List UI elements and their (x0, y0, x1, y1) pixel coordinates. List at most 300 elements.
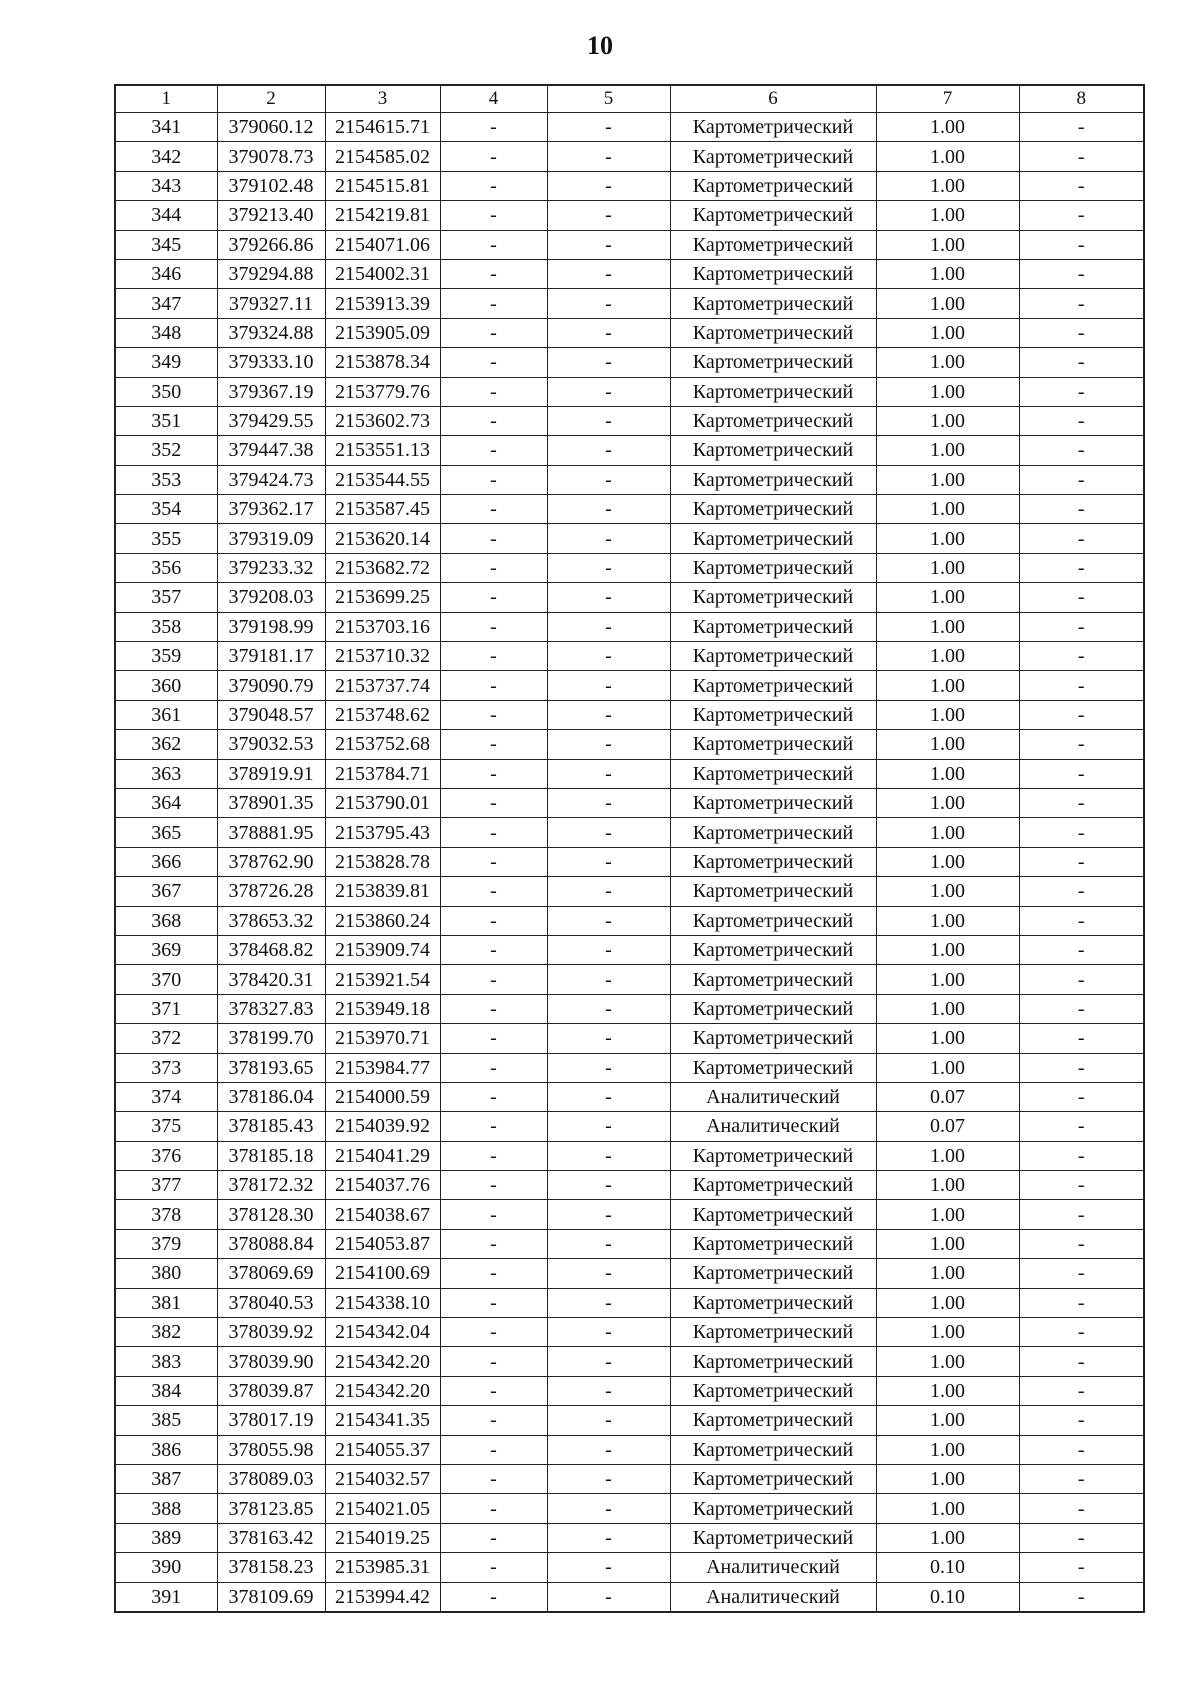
method-cell: Картометрический (670, 289, 876, 318)
column-8-cell: - (1019, 553, 1144, 582)
y-coordinate-cell: 2154342.20 (325, 1347, 440, 1376)
column-4-cell: - (440, 259, 547, 288)
column-4-cell: - (440, 465, 547, 494)
accuracy-cell: 1.00 (876, 377, 1019, 406)
table-row (115, 1582, 1144, 1612)
x-coordinate-cell: 379078.73 (217, 142, 325, 171)
method-cell: Картометрический (670, 700, 876, 729)
x-coordinate-cell: 378109.69 (217, 1582, 325, 1612)
x-coordinate-cell: 378088.84 (217, 1229, 325, 1258)
column-4-cell: - (440, 1494, 547, 1523)
table-row (115, 553, 1144, 582)
x-coordinate-cell: 379181.17 (217, 642, 325, 671)
x-coordinate-cell: 379233.32 (217, 553, 325, 582)
method-cell: Картометрический (670, 524, 876, 553)
method-cell: Картометрический (670, 1318, 876, 1347)
point-number-cell: 382 (115, 1318, 217, 1347)
method-cell: Картометрический (670, 877, 876, 906)
table-row (115, 1523, 1144, 1552)
column-5-cell: - (547, 1494, 670, 1523)
x-coordinate-cell: 379447.38 (217, 436, 325, 465)
column-8-cell: - (1019, 1464, 1144, 1493)
point-number-cell: 375 (115, 1112, 217, 1141)
column-header-7: 7 (876, 85, 1019, 113)
column-8-cell: - (1019, 1229, 1144, 1258)
column-4-cell: - (440, 1171, 547, 1200)
column-4-cell: - (440, 877, 547, 906)
point-number-cell: 362 (115, 730, 217, 759)
x-coordinate-cell: 378901.35 (217, 788, 325, 817)
point-number-cell: 368 (115, 906, 217, 935)
column-8-cell: - (1019, 1435, 1144, 1464)
column-5-cell: - (547, 1582, 670, 1612)
accuracy-cell: 1.00 (876, 965, 1019, 994)
method-cell: Картометрический (670, 1200, 876, 1229)
column-5-cell: - (547, 1318, 670, 1347)
y-coordinate-cell: 2154002.31 (325, 259, 440, 288)
accuracy-cell: 1.00 (876, 818, 1019, 847)
table-row (115, 1288, 1144, 1317)
y-coordinate-cell: 2153860.24 (325, 906, 440, 935)
y-coordinate-cell: 2154219.81 (325, 201, 440, 230)
y-coordinate-cell: 2153839.81 (325, 877, 440, 906)
column-4-cell: - (440, 1229, 547, 1258)
column-5-cell: - (547, 877, 670, 906)
method-cell: Картометрический (670, 1523, 876, 1552)
x-coordinate-cell: 378039.90 (217, 1347, 325, 1376)
y-coordinate-cell: 2153748.62 (325, 700, 440, 729)
method-cell: Картометрический (670, 1171, 876, 1200)
column-4-cell: - (440, 1259, 547, 1288)
table-row (115, 700, 1144, 729)
column-4-cell: - (440, 113, 547, 142)
accuracy-cell: 1.00 (876, 877, 1019, 906)
accuracy-cell: 1.00 (876, 1200, 1019, 1229)
x-coordinate-cell: 378199.70 (217, 1024, 325, 1053)
column-header-6: 6 (670, 85, 876, 113)
column-4-cell: - (440, 1141, 547, 1170)
point-number-cell: 355 (115, 524, 217, 553)
accuracy-cell: 1.00 (876, 906, 1019, 935)
accuracy-cell: 1.00 (876, 1464, 1019, 1493)
column-8-cell: - (1019, 142, 1144, 171)
table-row (115, 1200, 1144, 1229)
point-number-cell: 357 (115, 583, 217, 612)
y-coordinate-cell: 2154515.81 (325, 171, 440, 200)
point-number-cell: 361 (115, 700, 217, 729)
point-number-cell: 350 (115, 377, 217, 406)
page-number: 10 (587, 31, 613, 60)
column-4-cell: - (440, 377, 547, 406)
accuracy-cell: 1.00 (876, 1171, 1019, 1200)
column-5-cell: - (547, 1141, 670, 1170)
y-coordinate-cell: 2153703.16 (325, 612, 440, 641)
point-number-cell: 388 (115, 1494, 217, 1523)
method-cell: Картометрический (670, 1435, 876, 1464)
column-5-cell: - (547, 994, 670, 1023)
y-coordinate-cell: 2153795.43 (325, 818, 440, 847)
column-5-cell: - (547, 436, 670, 465)
column-5-cell: - (547, 671, 670, 700)
accuracy-cell: 1.00 (876, 436, 1019, 465)
column-5-cell: - (547, 113, 670, 142)
column-4-cell: - (440, 1112, 547, 1141)
x-coordinate-cell: 378055.98 (217, 1435, 325, 1464)
table-row (115, 1024, 1144, 1053)
x-coordinate-cell: 378039.92 (217, 1318, 325, 1347)
column-5-cell: - (547, 583, 670, 612)
column-4-cell: - (440, 1082, 547, 1111)
accuracy-cell: 1.00 (876, 1024, 1019, 1053)
column-4-cell: - (440, 348, 547, 377)
method-cell: Картометрический (670, 436, 876, 465)
table-row (115, 759, 1144, 788)
accuracy-cell: 1.00 (876, 788, 1019, 817)
column-5-cell: - (547, 1053, 670, 1082)
table-row (115, 818, 1144, 847)
accuracy-cell: 1.00 (876, 201, 1019, 230)
column-8-cell: - (1019, 1288, 1144, 1317)
x-coordinate-cell: 378327.83 (217, 994, 325, 1023)
point-number-cell: 352 (115, 436, 217, 465)
method-cell: Картометрический (670, 1024, 876, 1053)
column-8-cell: - (1019, 1200, 1144, 1229)
column-8-cell: - (1019, 1053, 1144, 1082)
y-coordinate-cell: 2154342.04 (325, 1318, 440, 1347)
column-5-cell: - (547, 818, 670, 847)
table-row (115, 1494, 1144, 1523)
point-number-cell: 366 (115, 847, 217, 876)
column-5-cell: - (547, 1347, 670, 1376)
method-cell: Картометрический (670, 671, 876, 700)
x-coordinate-cell: 378762.90 (217, 847, 325, 876)
method-cell: Картометрический (670, 1406, 876, 1435)
column-8-cell: - (1019, 377, 1144, 406)
coordinates-table (114, 84, 1145, 1613)
accuracy-cell: 1.00 (876, 1406, 1019, 1435)
y-coordinate-cell: 2154100.69 (325, 1259, 440, 1288)
point-number-cell: 384 (115, 1376, 217, 1405)
y-coordinate-cell: 2153620.14 (325, 524, 440, 553)
column-4-cell: - (440, 788, 547, 817)
y-coordinate-cell: 2153587.45 (325, 495, 440, 524)
accuracy-cell: 1.00 (876, 113, 1019, 142)
column-4-cell: - (440, 524, 547, 553)
point-number-cell: 343 (115, 171, 217, 200)
x-coordinate-cell: 378017.19 (217, 1406, 325, 1435)
table-row (115, 230, 1144, 259)
column-8-cell: - (1019, 348, 1144, 377)
column-4-cell: - (440, 730, 547, 759)
column-5-cell: - (547, 700, 670, 729)
column-8-cell: - (1019, 583, 1144, 612)
point-number-cell: 342 (115, 142, 217, 171)
y-coordinate-cell: 2153790.01 (325, 788, 440, 817)
accuracy-cell: 1.00 (876, 847, 1019, 876)
y-coordinate-cell: 2153905.09 (325, 318, 440, 347)
y-coordinate-cell: 2153970.71 (325, 1024, 440, 1053)
method-cell: Картометрический (670, 230, 876, 259)
y-coordinate-cell: 2154041.29 (325, 1141, 440, 1170)
column-8-cell: - (1019, 171, 1144, 200)
method-cell: Картометрический (670, 730, 876, 759)
method-cell: Картометрический (670, 1141, 876, 1170)
point-number-cell: 378 (115, 1200, 217, 1229)
table-row (115, 965, 1144, 994)
table-row (115, 524, 1144, 553)
accuracy-cell: 0.07 (876, 1112, 1019, 1141)
column-8-cell: - (1019, 759, 1144, 788)
point-number-cell: 351 (115, 406, 217, 435)
column-4-cell: - (440, 1200, 547, 1229)
column-5-cell: - (547, 1406, 670, 1435)
method-cell: Картометрический (670, 465, 876, 494)
table-row (115, 1053, 1144, 1082)
column-8-cell: - (1019, 1347, 1144, 1376)
column-5-cell: - (547, 1464, 670, 1493)
x-coordinate-cell: 378163.42 (217, 1523, 325, 1552)
table-row (115, 788, 1144, 817)
x-coordinate-cell: 378186.04 (217, 1082, 325, 1111)
table-row (115, 583, 1144, 612)
column-8-cell: - (1019, 788, 1144, 817)
method-cell: Аналитический (670, 1553, 876, 1582)
table-row (115, 1318, 1144, 1347)
table-row (115, 730, 1144, 759)
column-8-cell: - (1019, 1082, 1144, 1111)
column-4-cell: - (440, 1523, 547, 1552)
method-cell: Картометрический (670, 201, 876, 230)
column-4-cell: - (440, 671, 547, 700)
column-8-cell: - (1019, 230, 1144, 259)
column-4-cell: - (440, 1024, 547, 1053)
accuracy-cell: 1.00 (876, 935, 1019, 964)
column-8-cell: - (1019, 524, 1144, 553)
method-cell: Картометрический (670, 759, 876, 788)
x-coordinate-cell: 379367.19 (217, 377, 325, 406)
column-5-cell: - (547, 1259, 670, 1288)
method-cell: Картометрический (670, 171, 876, 200)
x-coordinate-cell: 378089.03 (217, 1464, 325, 1493)
table-row (115, 259, 1144, 288)
column-8-cell: - (1019, 1523, 1144, 1552)
table-row (115, 642, 1144, 671)
table-row (115, 671, 1144, 700)
point-number-cell: 372 (115, 1024, 217, 1053)
table-row (115, 1347, 1144, 1376)
column-5-cell: - (547, 230, 670, 259)
method-cell: Картометрический (670, 1259, 876, 1288)
point-number-cell: 344 (115, 201, 217, 230)
column-5-cell: - (547, 259, 670, 288)
accuracy-cell: 1.00 (876, 1259, 1019, 1288)
y-coordinate-cell: 2153544.55 (325, 465, 440, 494)
column-5-cell: - (547, 759, 670, 788)
column-8-cell: - (1019, 1376, 1144, 1405)
accuracy-cell: 1.00 (876, 465, 1019, 494)
accuracy-cell: 1.00 (876, 1376, 1019, 1405)
method-cell: Картометрический (670, 994, 876, 1023)
method-cell: Картометрический (670, 818, 876, 847)
method-cell: Картометрический (670, 1288, 876, 1317)
column-5-cell: - (547, 788, 670, 817)
column-5-cell: - (547, 1376, 670, 1405)
x-coordinate-cell: 378881.95 (217, 818, 325, 847)
y-coordinate-cell: 2153737.74 (325, 671, 440, 700)
accuracy-cell: 1.00 (876, 1053, 1019, 1082)
column-header-3: 3 (325, 85, 440, 113)
column-4-cell: - (440, 700, 547, 729)
column-8-cell: - (1019, 818, 1144, 847)
accuracy-cell: 1.00 (876, 583, 1019, 612)
method-cell: Картометрический (670, 1376, 876, 1405)
column-8-cell: - (1019, 877, 1144, 906)
method-cell: Картометрический (670, 1494, 876, 1523)
accuracy-cell: 1.00 (876, 730, 1019, 759)
point-number-cell: 380 (115, 1259, 217, 1288)
x-coordinate-cell: 379032.53 (217, 730, 325, 759)
x-coordinate-cell: 378919.91 (217, 759, 325, 788)
table-row (115, 1259, 1144, 1288)
point-number-cell: 383 (115, 1347, 217, 1376)
x-coordinate-cell: 379319.09 (217, 524, 325, 553)
method-cell: Картометрический (670, 906, 876, 935)
x-coordinate-cell: 378123.85 (217, 1494, 325, 1523)
column-5-cell: - (547, 524, 670, 553)
table-body (115, 113, 1144, 1612)
y-coordinate-cell: 2154037.76 (325, 1171, 440, 1200)
point-number-cell: 359 (115, 642, 217, 671)
x-coordinate-cell: 379213.40 (217, 201, 325, 230)
table-row (115, 1141, 1144, 1170)
method-cell: Картометрический (670, 642, 876, 671)
y-coordinate-cell: 2154342.20 (325, 1376, 440, 1405)
column-5-cell: - (547, 612, 670, 641)
y-coordinate-cell: 2153682.72 (325, 553, 440, 582)
column-4-cell: - (440, 495, 547, 524)
method-cell: Картометрический (670, 259, 876, 288)
point-number-cell: 370 (115, 965, 217, 994)
point-number-cell: 348 (115, 318, 217, 347)
accuracy-cell: 1.00 (876, 142, 1019, 171)
column-8-cell: - (1019, 906, 1144, 935)
point-number-cell: 369 (115, 935, 217, 964)
y-coordinate-cell: 2154055.37 (325, 1435, 440, 1464)
column-5-cell: - (547, 730, 670, 759)
table-row (115, 113, 1144, 142)
x-coordinate-cell: 378653.32 (217, 906, 325, 935)
column-5-cell: - (547, 318, 670, 347)
y-coordinate-cell: 2154615.71 (325, 113, 440, 142)
table-row (115, 1171, 1144, 1200)
column-4-cell: - (440, 759, 547, 788)
column-4-cell: - (440, 1435, 547, 1464)
column-4-cell: - (440, 1464, 547, 1493)
y-coordinate-cell: 2153878.34 (325, 348, 440, 377)
column-4-cell: - (440, 1582, 547, 1612)
column-8-cell: - (1019, 642, 1144, 671)
point-number-cell: 385 (115, 1406, 217, 1435)
point-number-cell: 347 (115, 289, 217, 318)
column-5-cell: - (547, 201, 670, 230)
y-coordinate-cell: 2154039.92 (325, 1112, 440, 1141)
column-5-cell: - (547, 642, 670, 671)
y-coordinate-cell: 2153984.77 (325, 1053, 440, 1082)
accuracy-cell: 1.00 (876, 612, 1019, 641)
column-8-cell: - (1019, 847, 1144, 876)
point-number-cell: 363 (115, 759, 217, 788)
point-number-cell: 356 (115, 553, 217, 582)
accuracy-cell: 1.00 (876, 1318, 1019, 1347)
method-cell: Картометрический (670, 847, 876, 876)
column-8-cell: - (1019, 730, 1144, 759)
y-coordinate-cell: 2154053.87 (325, 1229, 440, 1258)
column-5-cell: - (547, 377, 670, 406)
column-4-cell: - (440, 1288, 547, 1317)
method-cell: Картометрический (670, 377, 876, 406)
x-coordinate-cell: 379090.79 (217, 671, 325, 700)
method-cell: Картометрический (670, 965, 876, 994)
method-cell: Картометрический (670, 583, 876, 612)
column-5-cell: - (547, 935, 670, 964)
column-5-cell: - (547, 1171, 670, 1200)
table-row (115, 877, 1144, 906)
y-coordinate-cell: 2153779.76 (325, 377, 440, 406)
accuracy-cell: 1.00 (876, 495, 1019, 524)
column-5-cell: - (547, 1435, 670, 1464)
column-5-cell: - (547, 847, 670, 876)
column-8-cell: - (1019, 113, 1144, 142)
column-8-cell: - (1019, 495, 1144, 524)
point-number-cell: 377 (115, 1171, 217, 1200)
x-coordinate-cell: 378726.28 (217, 877, 325, 906)
y-coordinate-cell: 2153710.32 (325, 642, 440, 671)
column-8-cell: - (1019, 671, 1144, 700)
y-coordinate-cell: 2153909.74 (325, 935, 440, 964)
y-coordinate-cell: 2154038.67 (325, 1200, 440, 1229)
y-coordinate-cell: 2153994.42 (325, 1582, 440, 1612)
column-8-cell: - (1019, 201, 1144, 230)
column-header-1: 1 (115, 85, 217, 113)
method-cell: Аналитический (670, 1112, 876, 1141)
method-cell: Аналитический (670, 1582, 876, 1612)
method-cell: Картометрический (670, 406, 876, 435)
point-number-cell: 390 (115, 1553, 217, 1582)
column-5-cell: - (547, 553, 670, 582)
accuracy-cell: 1.00 (876, 259, 1019, 288)
x-coordinate-cell: 378185.43 (217, 1112, 325, 1141)
accuracy-cell: 1.00 (876, 1494, 1019, 1523)
table-row (115, 142, 1144, 171)
y-coordinate-cell: 2153913.39 (325, 289, 440, 318)
column-4-cell: - (440, 406, 547, 435)
x-coordinate-cell: 379266.86 (217, 230, 325, 259)
column-5-cell: - (547, 1229, 670, 1258)
column-5-cell: - (547, 289, 670, 318)
accuracy-cell: 1.00 (876, 1229, 1019, 1258)
accuracy-cell: 1.00 (876, 406, 1019, 435)
accuracy-cell: 1.00 (876, 553, 1019, 582)
column-8-cell: - (1019, 436, 1144, 465)
method-cell: Картометрический (670, 1347, 876, 1376)
x-coordinate-cell: 379429.55 (217, 406, 325, 435)
x-coordinate-cell: 379102.48 (217, 171, 325, 200)
method-cell: Картометрический (670, 1229, 876, 1258)
accuracy-cell: 1.00 (876, 700, 1019, 729)
accuracy-cell: 1.00 (876, 318, 1019, 347)
y-coordinate-cell: 2153828.78 (325, 847, 440, 876)
x-coordinate-cell: 378158.23 (217, 1553, 325, 1582)
